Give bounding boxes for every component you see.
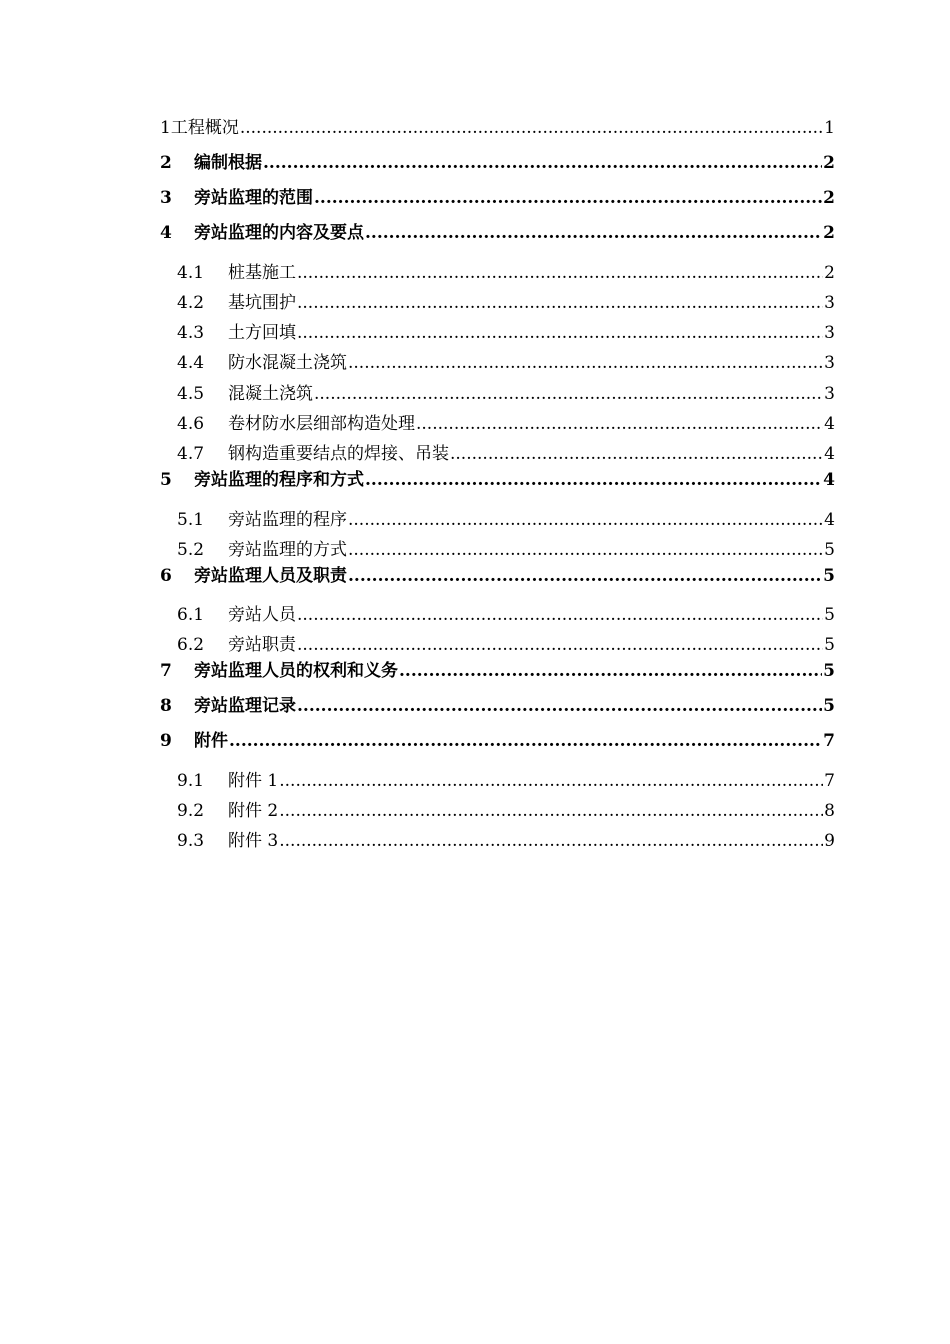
toc-entry-title: 附件 3 — [228, 831, 279, 851]
toc-entry-9-1[interactable] — [177, 770, 835, 792]
toc-entry-number: 6.2 — [177, 635, 205, 655]
toc-entry-page: 7 — [824, 771, 835, 791]
toc-entry-number: 8 — [160, 696, 172, 716]
toc-entry-page: 5 — [823, 696, 835, 716]
toc-entry-page: 4 — [823, 470, 835, 490]
toc-dot-leader — [416, 413, 823, 435]
toc-entry-number: 4.5 — [177, 384, 205, 404]
toc-entry-number: 9.3 — [177, 831, 205, 851]
toc-dot-leader — [240, 117, 823, 139]
toc-dot-leader — [297, 322, 823, 344]
toc-dot-leader — [297, 604, 823, 626]
toc-entry-number: 1 — [160, 118, 171, 138]
toc-entry-number: 5 — [160, 470, 172, 490]
toc-entry-title: 旁站职责 — [228, 635, 296, 655]
toc-entry-number: 5.2 — [177, 540, 205, 560]
toc-entry-9[interactable] — [160, 730, 835, 752]
toc-entry-title: 防水混凝土浇筑 — [228, 353, 347, 373]
toc-entry-number: 2 — [160, 153, 172, 173]
toc-entry-page: 4 — [824, 444, 835, 464]
toc-entry-number: 7 — [160, 661, 172, 681]
toc-entry-number: 4.7 — [177, 444, 205, 464]
toc-entry-3[interactable] — [160, 187, 835, 209]
toc-entry-page: 3 — [824, 353, 835, 373]
toc-entry-page: 5 — [824, 635, 835, 655]
toc-entry-9-3[interactable] — [177, 830, 835, 852]
table-of-contents — [160, 0, 835, 1344]
toc-dot-leader — [279, 770, 823, 792]
toc-entry-page: 2 — [824, 263, 835, 283]
toc-entry-5[interactable] — [160, 469, 835, 491]
toc-entry-page: 5 — [824, 540, 835, 560]
toc-entry-4-4[interactable] — [177, 352, 835, 374]
toc-dot-leader — [279, 830, 823, 852]
toc-entry-number: 5.1 — [177, 510, 205, 530]
toc-entry-5-2[interactable] — [177, 539, 835, 561]
toc-entry-number: 6 — [160, 566, 172, 586]
toc-dot-leader — [314, 383, 823, 405]
toc-entry-page: 3 — [824, 323, 835, 343]
toc-entry-title: 旁站监理的方式 — [228, 540, 347, 560]
toc-entry-number: 9 — [160, 731, 172, 751]
toc-entry-number: 9.1 — [177, 771, 205, 791]
toc-entry-page: 4 — [824, 510, 835, 530]
toc-dot-leader — [365, 222, 822, 244]
toc-entry-page: 9 — [824, 831, 835, 851]
toc-entry-title: 附件 1 — [228, 771, 279, 791]
toc-entry-title: 旁站监理的程序 — [228, 510, 347, 530]
toc-entry-title: 旁站人员 — [228, 605, 296, 625]
toc-dot-leader — [297, 695, 822, 717]
toc-entry-number: 4 — [160, 223, 172, 243]
toc-entry-4-6[interactable] — [177, 413, 835, 435]
toc-entry-number: 4.1 — [177, 263, 205, 283]
toc-dot-leader — [348, 539, 823, 561]
toc-entry-page: 5 — [823, 661, 835, 681]
toc-entry-number: 6.1 — [177, 605, 205, 625]
toc-entry-number: 4.4 — [177, 353, 205, 373]
toc-entry-number: 4.3 — [177, 323, 205, 343]
toc-entry-title: 土方回填 — [228, 323, 296, 343]
toc-dot-leader — [297, 634, 823, 656]
toc-entry-4-7[interactable] — [177, 443, 835, 465]
toc-entry-title: 旁站监理记录 — [194, 696, 296, 716]
toc-entry-page: 5 — [823, 566, 835, 586]
toc-entry-4-5[interactable] — [177, 383, 835, 405]
toc-entry-page: 8 — [824, 801, 835, 821]
toc-entry-title: 旁站监理的程序和方式 — [194, 470, 364, 490]
toc-entry-title: 旁站监理的内容及要点 — [194, 223, 364, 243]
toc-entry-7[interactable] — [160, 660, 835, 682]
toc-entry-title: 钢构造重要结点的焊接、吊装 — [228, 444, 449, 464]
toc-entry-4-2[interactable] — [177, 292, 835, 314]
toc-dot-leader — [263, 152, 822, 174]
toc-entry-title: 旁站监理人员的权利和义务 — [194, 661, 398, 681]
toc-dot-leader — [297, 262, 823, 284]
toc-dot-leader — [348, 352, 823, 374]
toc-dot-leader — [348, 509, 823, 531]
toc-entry-page: 4 — [824, 414, 835, 434]
toc-entry-title: 旁站监理人员及职责 — [194, 566, 347, 586]
toc-entry-page: 7 — [823, 731, 835, 751]
toc-entry-6-1[interactable] — [177, 604, 835, 626]
toc-dot-leader — [297, 292, 823, 314]
toc-dot-leader — [314, 187, 822, 209]
toc-entry-page: 3 — [824, 293, 835, 313]
toc-entry-2[interactable] — [160, 152, 835, 174]
toc-dot-leader — [450, 443, 823, 465]
toc-entry-title: 编制根据 — [194, 153, 262, 173]
toc-entry-9-2[interactable] — [177, 800, 835, 822]
toc-entry-title: 桩基施工 — [228, 263, 296, 283]
toc-entry-page: 2 — [823, 153, 835, 173]
toc-entry-1[interactable] — [160, 117, 835, 139]
toc-entry-4-1[interactable] — [177, 262, 835, 284]
toc-entry-page: 2 — [823, 223, 835, 243]
toc-entry-page: 3 — [824, 384, 835, 404]
toc-entry-page: 5 — [824, 605, 835, 625]
toc-entry-4-3[interactable] — [177, 322, 835, 344]
toc-entry-title: 基坑围护 — [228, 293, 296, 313]
toc-entry-title: 卷材防水层细部构造处理 — [228, 414, 415, 434]
toc-entry-number: 4.6 — [177, 414, 205, 434]
toc-entry-title: 旁站监理的范围 — [194, 188, 313, 208]
toc-dot-leader — [279, 800, 823, 822]
toc-entry-8[interactable] — [160, 695, 835, 717]
toc-dot-leader — [229, 730, 822, 752]
toc-entry-6[interactable] — [160, 565, 835, 587]
toc-entry-page: 2 — [823, 188, 835, 208]
toc-entry-title: 混凝土浇筑 — [228, 384, 313, 404]
toc-entry-number: 9.2 — [177, 801, 205, 821]
toc-entry-number: 3 — [160, 188, 172, 208]
toc-dot-leader — [399, 660, 822, 682]
toc-entry-6-2[interactable] — [177, 634, 835, 656]
toc-entry-number: 4.2 — [177, 293, 205, 313]
toc-entry-title: 附件 — [194, 731, 228, 751]
toc-entry-title: 工程概况 — [170, 118, 239, 138]
toc-entry-title: 附件 2 — [228, 801, 279, 821]
toc-dot-leader — [365, 469, 822, 491]
toc-entry-5-1[interactable] — [177, 509, 835, 531]
toc-entry-page: 1 — [824, 118, 835, 138]
toc-entry-4[interactable] — [160, 222, 835, 244]
toc-dot-leader — [348, 565, 822, 587]
